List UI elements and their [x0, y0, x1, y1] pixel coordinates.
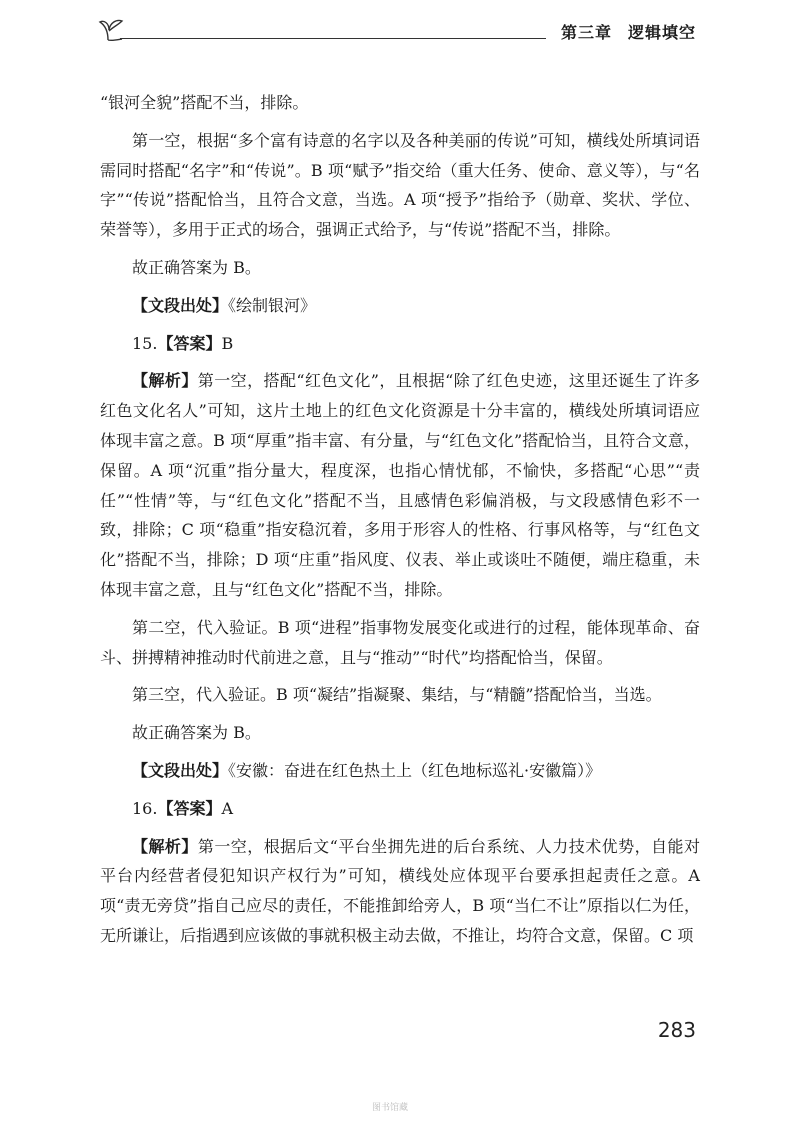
sprout-icon	[96, 14, 130, 44]
paragraph-7: 第二空，代入验证。B 项“进程”指事物发展变化或进行的过程，能体现革命、奋斗、拼搏精神推动时代前进之意，且与“推动”“时代”均搭配恰当，保留。	[100, 617, 700, 667]
answer-16	[100, 794, 700, 824]
answer-label: 【答案】	[157, 798, 222, 818]
header-rule	[120, 38, 546, 39]
paragraph-8: 第三空，代入验证。B 项“凝结”指凝聚、集结，与“精髓”搭配恰当，当选。	[132, 685, 662, 705]
library-stamp: 图书馆藏	[372, 1103, 409, 1113]
source-label: 【文段出处】	[132, 760, 229, 780]
source-label: 【文段出处】	[132, 295, 229, 315]
answer-value: A	[221, 798, 234, 818]
page-body	[100, 88, 700, 959]
question-number: 15.	[132, 333, 158, 353]
answer-label: 【答案】	[157, 333, 222, 353]
page-number: 283	[657, 1018, 696, 1042]
answer-value: B	[221, 333, 234, 353]
analysis-15	[100, 366, 700, 604]
analysis-16	[100, 832, 700, 951]
paragraph-1: “银河全貌”搭配不当，排除。	[100, 93, 309, 112]
analysis-label: 【解析】	[132, 371, 198, 391]
chapter-title	[561, 20, 696, 43]
analysis-label: 【解析】	[132, 836, 198, 856]
source-14	[100, 291, 700, 321]
chapter-number: 第三章	[560, 23, 612, 42]
source-15	[100, 756, 700, 786]
paragraph-2: 第一空，根据“多个富有诗意的名字以及各种美丽的传说”可知，横线处所填词语需同时搭配“名字”和“传说”。B 项“赋予”指交给（重大任务、使命、意义等），与“名字”“传说”搭配恰当，且符合文意，当选。A 项“授予”指给予（勋章、奖状、学位、荣誉等），多用于正式的场合，强调正式给予，与“传说”搭配不当，排除。	[100, 130, 700, 240]
page-header	[96, 14, 696, 44]
paragraph-3: 故正确答案为 B。	[132, 257, 261, 277]
question-number: 16.	[132, 798, 158, 818]
source-text: 《安徽：奋进在红色热土上（红色地标巡礼·安徽篇）》	[228, 760, 602, 780]
chapter-section: 逻辑填空	[627, 23, 696, 42]
analysis-text: 第一空，根据后文“平台坐拥先进的后台系统、人力技术优势，自能对平台内经营者侵犯知识产权行为”可知，横线处应体现平台要承担起责任之意。A 项“责无旁贷”指自己应尽的责任，不能推卸给旁人，B 项“当仁不让”原指以仁为任，无所谦让，后指遇到应该做的事就积极主动去做，不推让，均符合文意，保留。C 项	[100, 836, 700, 945]
analysis-text: 第一空，搭配“红色文化”，且根据“除了红色史迹，这里还诞生了许多红色文化名人”可知，这片土地上的红色文化资源是十分丰富的，横线处所填词语应体现丰富之意。B 项“厚重”指丰富、有分量，与“红色文化”搭配恰当，且符合文意，保留。A 项“沉重”指分量大，程度深，也指心情忧郁，不愉快，多搭配“心思”“责任”“性情”等，与“红色文化”搭配不当，且感情色彩偏消极，与文段感情色彩不一致，排除；C 项“稳重”指安稳沉着，多用于形容人的性格、行事风格等，与“红色文化”搭配不当，排除；D 项“庄重”指风度、仪表、举止或谈吐不随便，端庄稳重，未体现丰富之意，且与“红色文化”搭配不当，排除。	[100, 371, 700, 599]
paragraph-9: 故正确答案为 B。	[132, 723, 261, 743]
answer-15	[100, 329, 700, 359]
source-text: 《绘制银河》	[228, 295, 317, 315]
